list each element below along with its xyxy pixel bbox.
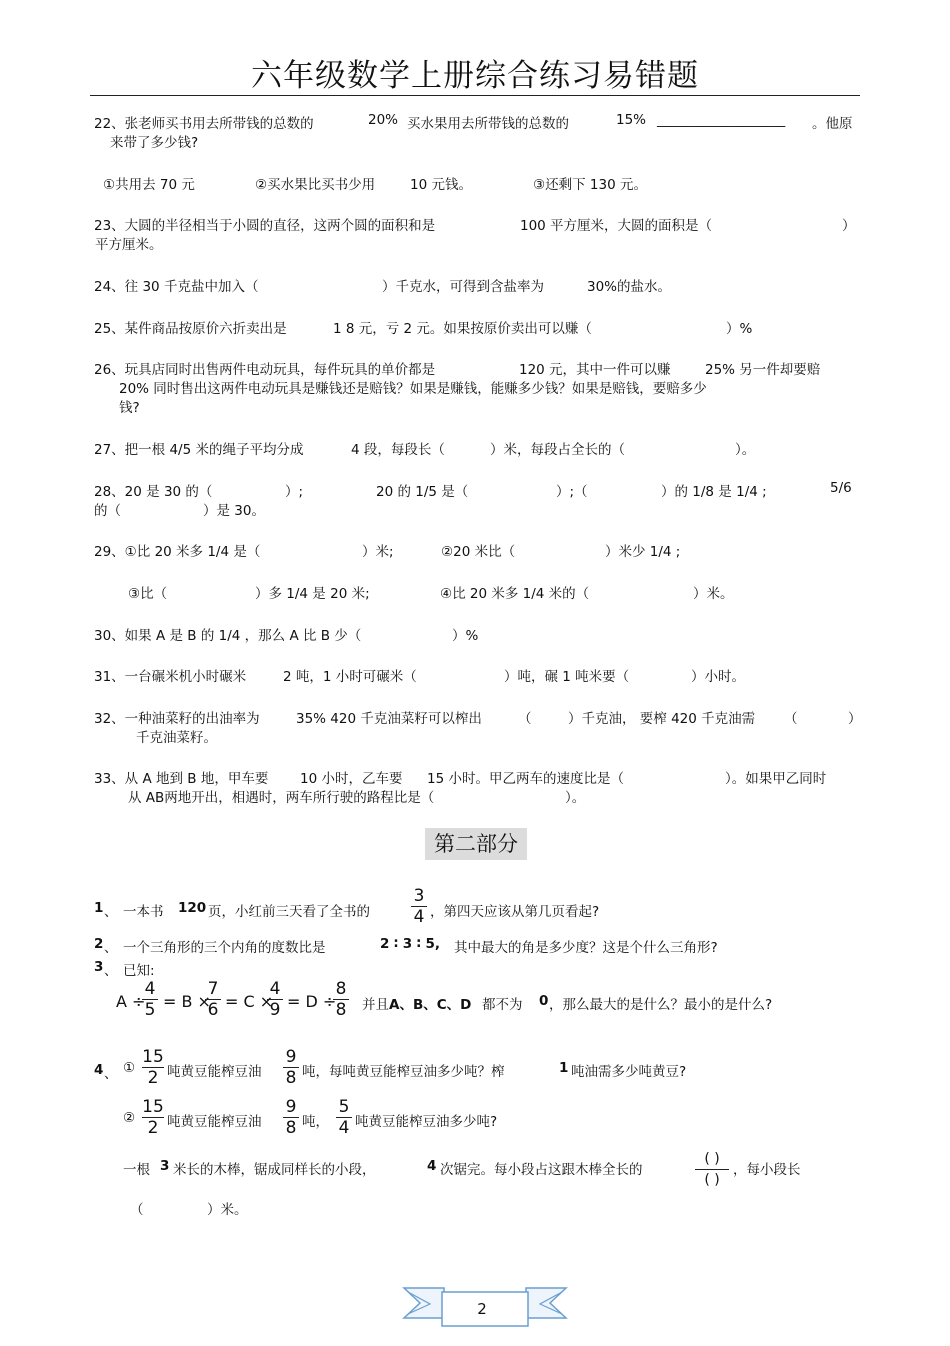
q23-text-c: ） [842, 218, 856, 234]
q22-answer-blank[interactable]: ___________________ [657, 112, 786, 128]
q22-text-d: 15% [616, 112, 647, 128]
q25-text-c: ）% [726, 321, 753, 337]
p3-expr-d: = D ÷ [287, 992, 337, 1011]
p4-fraction-5 [335, 1097, 353, 1138]
q22-option-1: ①共用去 70 元 [103, 177, 195, 193]
q22-text-b: 20% [368, 112, 399, 128]
q24-text-a: 24、往 30 千克盐中加入（ [94, 279, 259, 295]
p4-fraction-1 [141, 1047, 165, 1088]
p4-text-e: 吨黄豆能榨豆油多少吨? [355, 1114, 498, 1130]
p4-f2-numerator: 9 [285, 1047, 297, 1067]
q28-line-2a: 的（ [94, 503, 121, 519]
p2-sep: 、 [104, 940, 118, 956]
p1-fraction-denominator: 4 [413, 907, 425, 927]
p3-f1-denominator: 5 [144, 1000, 156, 1020]
q28-line-2b: ）是 30。 [203, 503, 265, 519]
p3-text-t2: A、B、C、D [389, 997, 472, 1013]
p3-expr-c: = C × [225, 992, 274, 1011]
p3-text-t1: 并且 [362, 997, 389, 1013]
p5-text-b: 3 [160, 1158, 170, 1174]
p4-fraction-3 [141, 1097, 165, 1138]
q26-line-2: 20% 同时售出这两件电动玩具是赚钱还是赔钱？如果是赚钱，能赚多少钱？如果是赔钱，要赔多少 [119, 381, 707, 397]
p1-text-a: 一本书 [123, 904, 164, 920]
q28-text-f: 5/6 [830, 480, 852, 496]
q31-text-b: 2 吨，1 小时可碾米（ [283, 669, 417, 685]
p4-text-a: 吨黄豆能榨豆油 [167, 1064, 262, 1080]
p4-f5-numerator: 5 [338, 1097, 350, 1117]
q29-text-h: ）米。 [693, 586, 734, 602]
p4-f4-denominator: 8 [285, 1118, 297, 1138]
q30-text-a: 30、如果 A 是 B 的 1/4 ，那么 A 比 B 少（ [94, 628, 362, 644]
p3-f3-numerator: 4 [269, 979, 281, 999]
p4-f4-numerator: 9 [285, 1097, 297, 1117]
q33-line-2a: 从 AB两地开出，相遇时，两车所行驶的路程比是（ [128, 790, 435, 806]
p4-text-d: 吨， [302, 1114, 329, 1130]
p5-fraction-numerator[interactable]: ( ) [704, 1151, 720, 1167]
p4-text-b3: 吨油需多少吨黄豆? [571, 1064, 687, 1080]
p2-text-c: 其中最大的角是多少度？这是个什么三角形? [454, 940, 718, 956]
q33-text-c: 15 小时。甲乙两车的速度比是（ [427, 771, 624, 787]
p3-f2-numerator: 7 [207, 979, 219, 999]
p3-fraction-3 [266, 979, 284, 1020]
p1-fraction-numerator: 3 [413, 886, 425, 906]
p4-f2-denominator: 8 [285, 1068, 297, 1088]
q26-line-3: 钱? [119, 400, 140, 416]
p5-fraction-bar [695, 1169, 729, 1170]
q22-text-f: 。他原 [812, 116, 853, 132]
title-underline [90, 95, 860, 96]
p1-number: 1 [94, 900, 104, 916]
q28-text-e: ）的 1/8 是 1/4 ; [661, 484, 767, 500]
p4-circle-2: ② [123, 1110, 136, 1126]
p3-expr-a: A ÷ [116, 992, 146, 1011]
p3-text-t5: ，那么最大的是什么？最小的是什么? [549, 997, 773, 1013]
q32-text-b: 35% 420 千克油菜籽可以榨出 [296, 711, 482, 727]
q32-line-2: 千克油菜籽。 [136, 730, 217, 746]
q27-text-c: ）米，每段占全长的（ [490, 442, 625, 458]
q30-text-b: ）% [452, 628, 479, 644]
q33-text-a: 33、从 A 地到 B 地，甲车要 [94, 771, 269, 787]
q23-line-2: 平方厘米。 [95, 237, 163, 253]
p4-f5-denominator: 4 [338, 1118, 350, 1138]
p5-text-e: 次锯完。每小段占这跟木棒全长的 [440, 1162, 643, 1178]
q23-text-a: 23、大圆的半径相当于小圆的直径，这两个圆的面积和是 [94, 218, 436, 234]
p1-text-b: 120 [178, 900, 207, 916]
q22-option-2b: 10 元钱。 [410, 177, 472, 193]
q32-text-f: ） [848, 711, 862, 727]
q29-text-c: ②20 米比（ [441, 544, 516, 560]
p3-number: 3 [94, 959, 104, 975]
q32-text-e: （ [784, 711, 798, 727]
p2-ratio: 2 ∶ 3 ∶ 5, [380, 936, 441, 952]
p5-fraction [694, 1149, 730, 1190]
p1-sep: 、 [104, 904, 118, 920]
p3-f4-numerator: 8 [335, 979, 347, 999]
q27-text-b: 4 段，每段长（ [351, 442, 445, 458]
q29-text-d: ）米少 1/4 ; [605, 544, 681, 560]
p3-fraction-1 [141, 979, 159, 1020]
q25-text-a: 25、某件商品按原价六折卖出是 [94, 321, 287, 337]
p4-number: 4 [94, 1062, 104, 1078]
p4-f1-numerator: 15 [142, 1047, 164, 1067]
q28-text-a: 28、20 是 30 的（ [94, 484, 213, 500]
p3-f2-denominator: 6 [207, 1000, 219, 1020]
q26-text-b: 120 元，其中一件可以赚 [519, 362, 671, 378]
q22-text-c: 买水果用去所带钱的总数的 [407, 116, 569, 132]
q29-text-e: ③比（ [128, 586, 168, 602]
q28-text-b: ）; [285, 484, 304, 500]
p4-f1-denominator: 2 [147, 1068, 159, 1088]
p3-text-t4: 0 [539, 993, 549, 1009]
q31-text-d: ）小时。 [691, 669, 745, 685]
p5-line-2b: ）米。 [207, 1202, 248, 1218]
q24-text-c: 30%的盐水。 [587, 279, 672, 295]
p5-text-a: 一根 [123, 1162, 150, 1178]
p4-text-b2: 1 [559, 1060, 569, 1076]
p3-text-a: 已知: [123, 963, 155, 979]
q27-text-d: ）。 [735, 442, 756, 458]
p4-f3-numerator: 15 [142, 1097, 164, 1117]
q29-text-a: 29、①比 20 米多 1/4 是（ [94, 544, 261, 560]
q27-text-a: 27、把一根 4/5 米的绳子平均分成 [94, 442, 304, 458]
p1-text-c: 页，小红前三天看了全书的 [208, 904, 370, 920]
section-heading: 第二部分 [425, 828, 527, 860]
q29-text-f: ）多 1/4 是 20 米; [255, 586, 370, 602]
page-number: 2 [477, 1300, 487, 1318]
p3-sep: 、 [104, 963, 118, 979]
q26-text-a: 26、玩具店同时出售两件电动玩具，每件玩具的单价都是 [94, 362, 436, 378]
p3-f1-numerator: 4 [144, 979, 156, 999]
p5-text-f: ，每小段长 [733, 1162, 801, 1178]
q29-text-b: ）米; [362, 544, 394, 560]
q33-text-b: 10 小时，乙车要 [300, 771, 403, 787]
p2-number: 2 [94, 936, 104, 952]
p3-expr-b: = B × [163, 992, 211, 1011]
p4-fraction-2 [282, 1047, 300, 1088]
q32-text-a: 32、一种油菜籽的出油率为 [94, 711, 260, 727]
p3-f3-denominator: 9 [269, 1000, 281, 1020]
q25-text-b: 1 8 元，亏 2 元。如果按原价卖出可以赚（ [333, 321, 592, 337]
q32-text-c: （ [518, 711, 532, 727]
q22-option-3: ③还剩下 130 元。 [533, 177, 647, 193]
p2-text-a: 一个三角形的三个内角的度数比是 [123, 940, 326, 956]
p4-circle-1: ① [123, 1060, 136, 1076]
q33-text-d: ）。如果甲乙同时 [725, 771, 827, 787]
p5-line-2a: （ [130, 1202, 144, 1218]
q29-text-g: ④比 20 米多 1/4 米的（ [440, 586, 590, 602]
p4-text-a2: 吨黄豆能榨豆油 [167, 1114, 262, 1130]
p3-text-t3: 都不为 [482, 997, 523, 1013]
q28-text-c: 20 的 1/5 是（ [376, 484, 469, 500]
p4-text-b: 吨，每吨黄豆能榨豆油多少吨？榨 [302, 1064, 505, 1080]
p4-sep: 、 [104, 1066, 118, 1082]
q28-text-d: ）;（ [556, 484, 588, 500]
p1-fraction [410, 886, 428, 927]
p5-text-d: 4 [427, 1158, 437, 1174]
q33-line-2b: ）。 [565, 790, 586, 806]
p4-fraction-4 [282, 1097, 300, 1138]
p1-text-d: ，第四天应该从第几页看起? [430, 904, 600, 920]
q22-line-2: 来带了多少钱? [110, 135, 199, 151]
q32-text-d: ）千克油， 要榨 420 千克油需 [568, 711, 756, 727]
q22-option-2: ②买水果比买书少用 [255, 177, 376, 193]
q26-text-c: 25% 另一件却要赔 [705, 362, 821, 378]
p3-fraction-4 [332, 979, 350, 1020]
page-title: 六年级数学上册综合练习易错题 [251, 58, 699, 94]
q24-text-b: ）千克水，可得到含盐率为 [382, 279, 544, 295]
q23-text-b: 100 平方厘米，大圆的面积是（ [520, 218, 713, 234]
q31-text-a: 31、一台碾米机小时碾米 [94, 669, 247, 685]
q31-text-c: ）吨，碾 1 吨米要（ [504, 669, 630, 685]
p5-fraction-denominator[interactable]: ( ) [704, 1172, 720, 1188]
p5-text-c: 米长的木棒，锯成同样长的小段， [173, 1162, 376, 1178]
p3-fraction-2 [204, 979, 222, 1020]
p4-f3-denominator: 2 [147, 1118, 159, 1138]
q22-text-a: 22、张老师买书用去所带钱的总数的 [94, 116, 314, 132]
p3-f4-denominator: 8 [335, 1000, 347, 1020]
